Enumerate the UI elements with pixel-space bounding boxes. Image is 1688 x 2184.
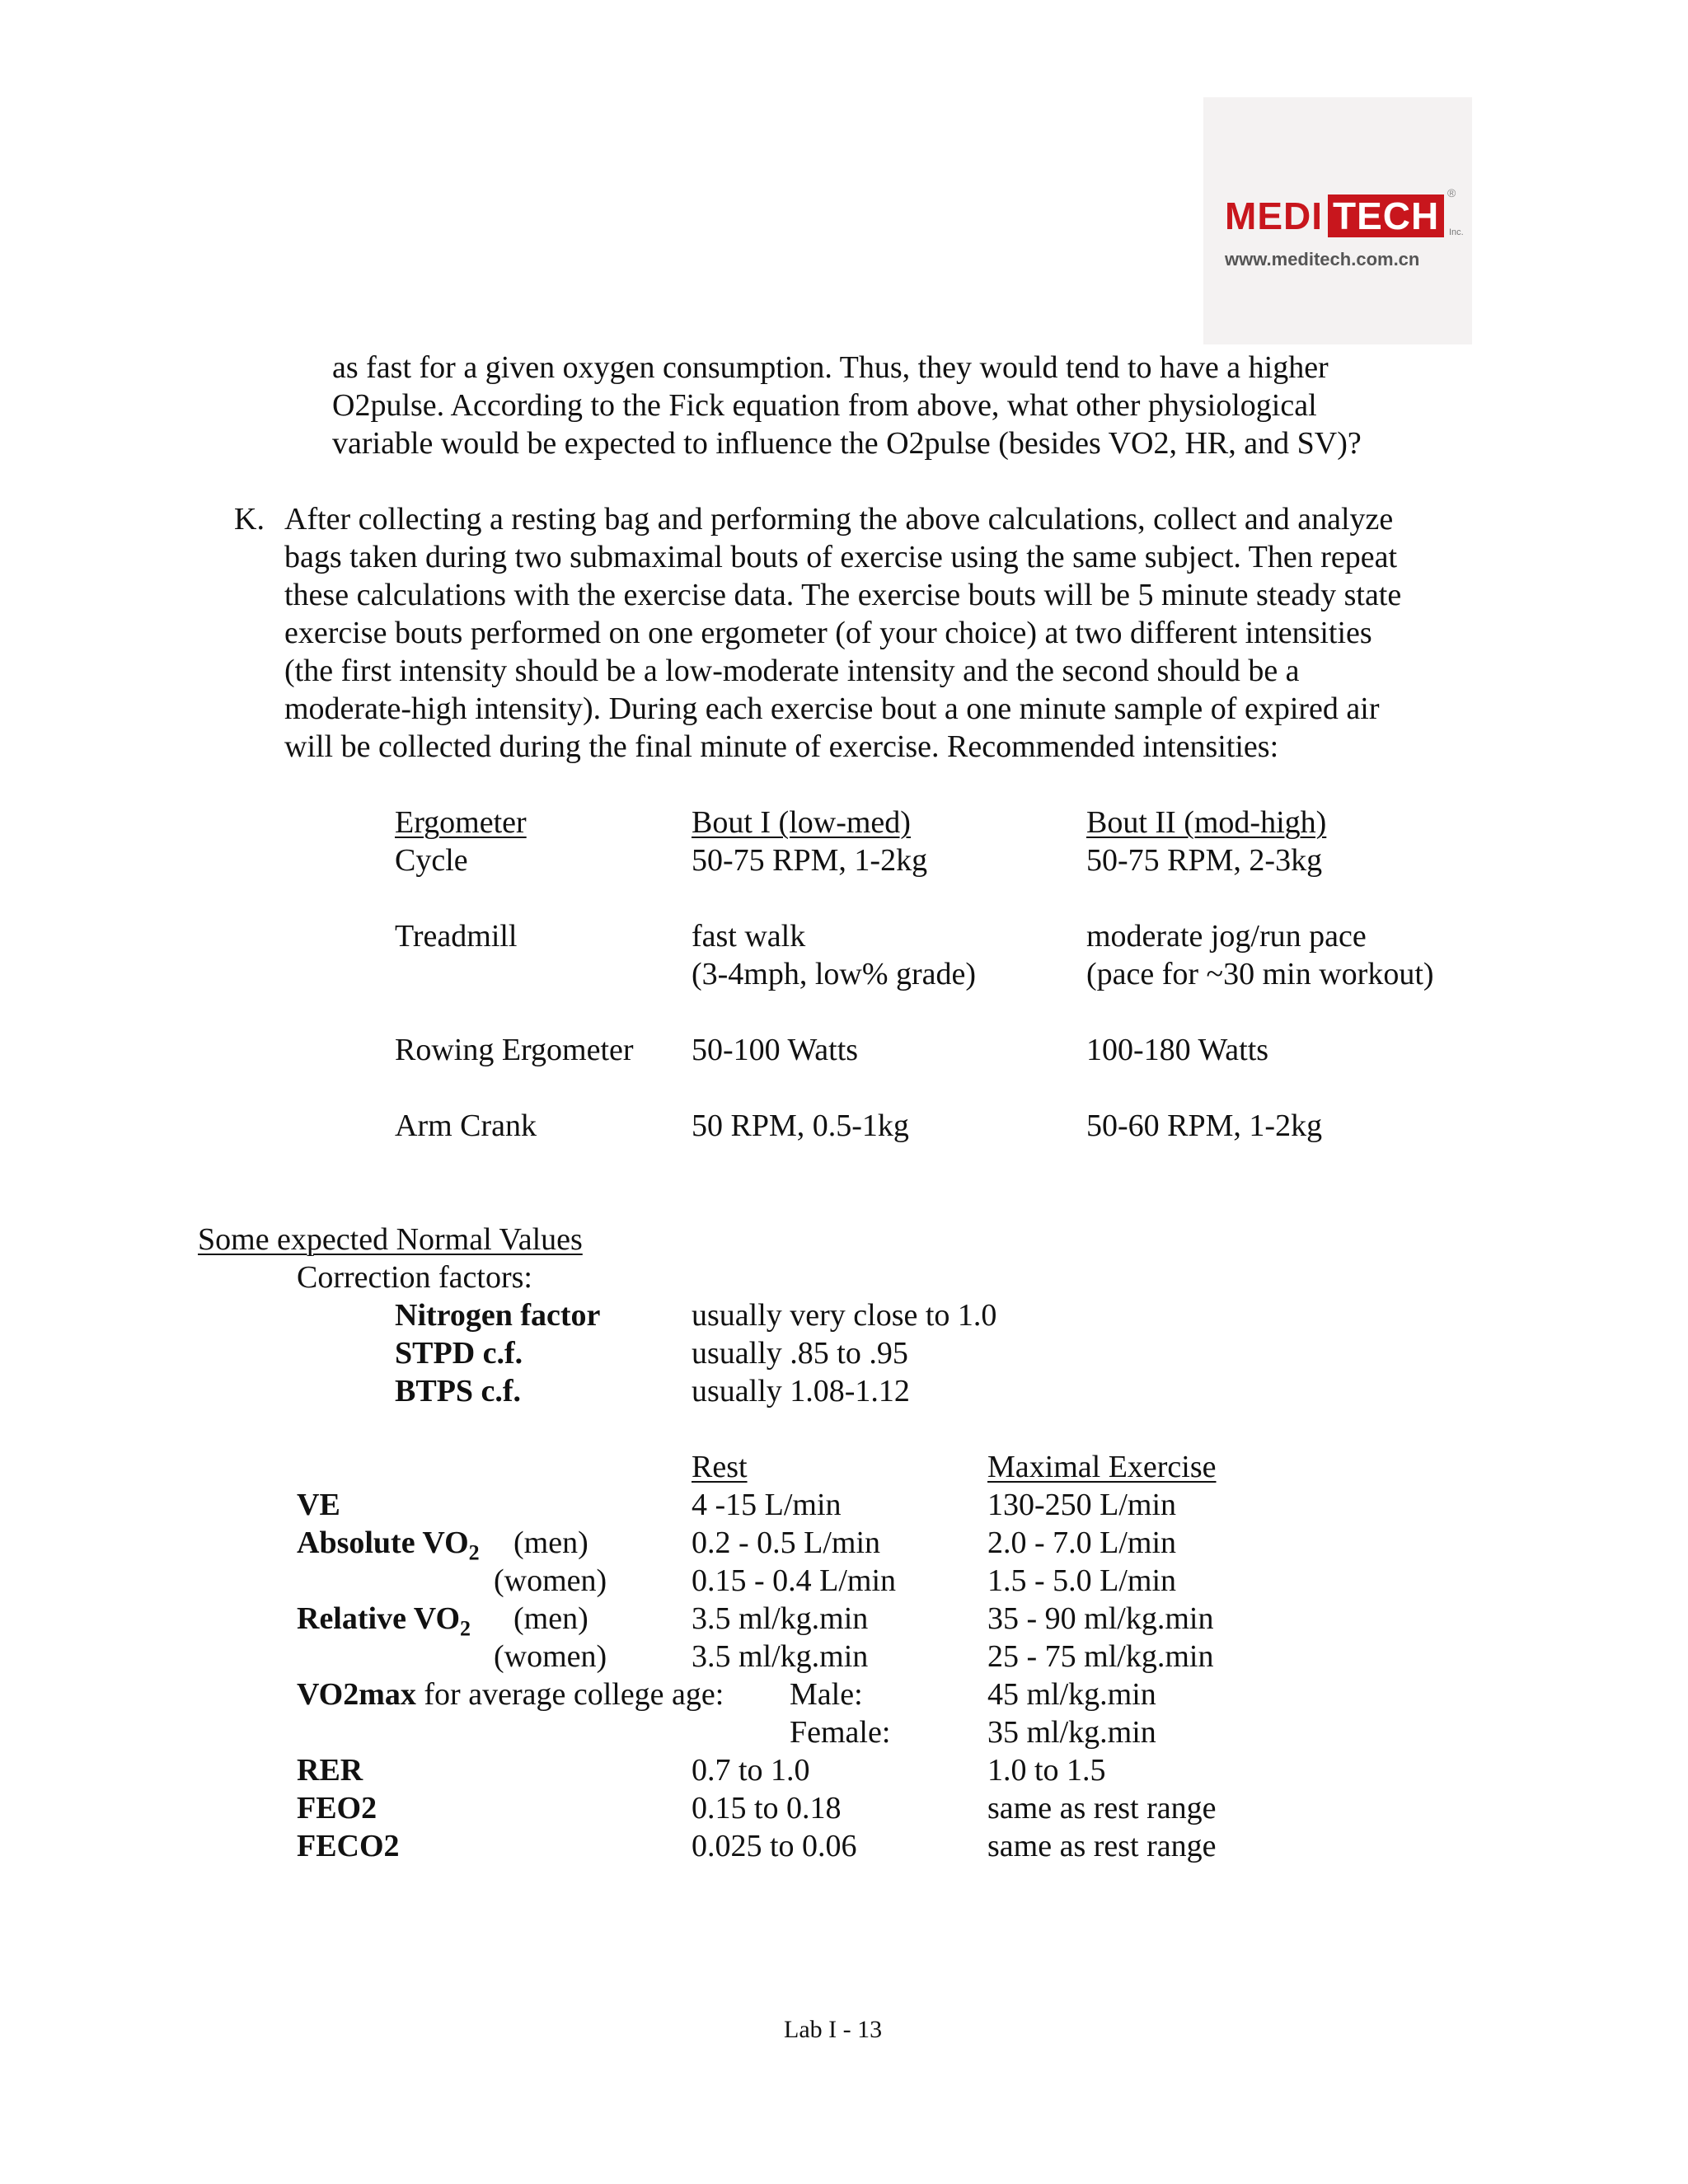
feo2-max: same as rest range	[987, 1791, 1217, 1825]
feco2-label: FECO2	[297, 1829, 400, 1863]
feco2-rest: 0.025 to 0.06	[692, 1829, 857, 1863]
factor-name: STPD c.f.	[395, 1336, 523, 1371]
ve-label: VE	[297, 1488, 340, 1522]
table-cell: 50 RPM, 0.5-1kg	[692, 1108, 909, 1143]
vo2max-male: Male:	[790, 1677, 863, 1712]
abs-vo2-men-max: 2.0 - 7.0 L/min	[987, 1526, 1177, 1560]
table-cell: (pace for ~30 min workout)	[1086, 957, 1434, 991]
table-cell: Cycle	[395, 843, 468, 878]
section-k-line-3: these calculations with the exercise data. The exercise bouts will be 5 minute steady state	[284, 578, 1402, 612]
header-bout-1: Bout I (low-med)	[692, 805, 911, 840]
meditech-logo	[1203, 97, 1472, 344]
intro-line-2: O2pulse. According to the Fick equation from above, what other physiological	[332, 388, 1317, 423]
table-cell: 50-100 Watts	[692, 1033, 859, 1067]
factor-value: usually 1.08-1.12	[692, 1374, 910, 1408]
section-k-marker: K.	[234, 502, 265, 537]
section-k-line-4: exercise bouts performed on one ergometer (of your choice) at two different intensities	[284, 616, 1372, 650]
rer-rest: 0.7 to 1.0	[692, 1753, 810, 1788]
feco2-max: same as rest range	[987, 1829, 1217, 1863]
rel-vo2-men-max: 35 - 90 ml/kg.min	[987, 1601, 1214, 1636]
abs-vo2-men-rest: 0.2 - 0.5 L/min	[692, 1526, 881, 1560]
column-max: Maximal Exercise	[987, 1450, 1217, 1484]
ve-max: 130-250 L/min	[987, 1488, 1177, 1522]
header-ergometer: Ergometer	[395, 805, 527, 840]
vo2max-female: Female:	[790, 1715, 891, 1750]
table-cell: (3-4mph, low% grade)	[692, 957, 977, 991]
intro-line-1: as fast for a given oxygen consumption. Thus, they would tend to have a higher	[332, 350, 1329, 385]
logo-url: www.meditech.com.cn	[1225, 249, 1420, 269]
table-cell: 100-180 Watts	[1086, 1033, 1269, 1067]
logo-suffix: Inc.	[1449, 227, 1464, 237]
abs-vo2-men: (men)	[513, 1526, 588, 1560]
section-k-line-2: bags taken during two submaximal bouts of exercise using the same subject. Then repeat	[284, 540, 1398, 574]
section-k-line-6: moderate-high intensity). During each exercise bout a one minute sample of expired air	[284, 691, 1380, 726]
rel-vo2-women-max: 25 - 75 ml/kg.min	[987, 1639, 1214, 1674]
feo2-label: FEO2	[297, 1791, 377, 1825]
rel-vo2-label: Relative $VO_2$	[297, 1601, 471, 1641]
vo2max-label: VO2max for average college age:	[297, 1677, 724, 1712]
abs-vo2-label: Absolute $VO_2$	[297, 1526, 480, 1565]
table-cell: Treadmill	[395, 919, 518, 954]
section-k-line-7: will be collected during the final minute of exercise. Recommended intensities:	[284, 729, 1279, 764]
table-cell: 50-75 RPM, 2-3kg	[1086, 843, 1323, 878]
ve-rest: 4 -15 L/min	[692, 1488, 842, 1522]
factor-name: BTPS c.f.	[395, 1374, 522, 1408]
factor-value: usually very close to 1.0	[692, 1298, 997, 1333]
abs-vo2-women: (women)	[494, 1563, 607, 1598]
header-bout-2: Bout II (mod-high)	[1086, 805, 1327, 840]
rel-vo2-men-rest: 3.5 ml/kg.min	[692, 1601, 869, 1636]
rel-vo2-men: (men)	[513, 1601, 588, 1636]
normals-heading: Some expected Normal Values	[198, 1222, 583, 1257]
factor-name: Nitrogen factor	[395, 1298, 601, 1333]
factor-value: usually .85 to .95	[692, 1336, 908, 1371]
logo-wordmark: MEDI TECH	[1223, 193, 1444, 239]
table-cell: moderate jog/run pace	[1086, 919, 1367, 954]
feo2-rest: 0.15 to 0.18	[692, 1791, 842, 1825]
table-cell: 50-60 RPM, 1-2kg	[1086, 1108, 1323, 1143]
logo-registered-mark: ®	[1447, 186, 1456, 199]
table-cell: Arm Crank	[395, 1108, 537, 1143]
table-cell: Rowing Ergometer	[395, 1033, 634, 1067]
correction-label: Correction factors:	[297, 1260, 532, 1295]
abs-vo2-women-max: 1.5 - 5.0 L/min	[987, 1563, 1177, 1598]
rel-vo2-women-rest: 3.5 ml/kg.min	[692, 1639, 869, 1674]
column-rest: Rest	[692, 1450, 748, 1484]
table-cell: fast walk	[692, 919, 806, 954]
rel-vo2-women: (women)	[494, 1639, 607, 1674]
abs-vo2-women-rest: 0.15 - 0.4 L/min	[692, 1563, 897, 1598]
vo2max-female-value: 35 ml/kg.min	[987, 1715, 1156, 1750]
section-k-line-5: (the first intensity should be a low-moderate intensity and the second should be a	[284, 654, 1300, 688]
rer-max: 1.0 to 1.5	[987, 1753, 1106, 1788]
page-footer: Lab I - 13	[784, 2016, 883, 2043]
rer-label: RER	[297, 1753, 363, 1788]
intro-line-3: variable would be expected to influence the O2pulse (besides VO2, HR, and SV)?	[332, 426, 1362, 461]
table-cell: 50-75 RPM, 1-2kg	[692, 843, 928, 878]
vo2max-male-value: 45 ml/kg.min	[987, 1677, 1156, 1712]
section-k-line-1: After collecting a resting bag and performing the above calculations, collect and analyze	[284, 502, 1394, 537]
